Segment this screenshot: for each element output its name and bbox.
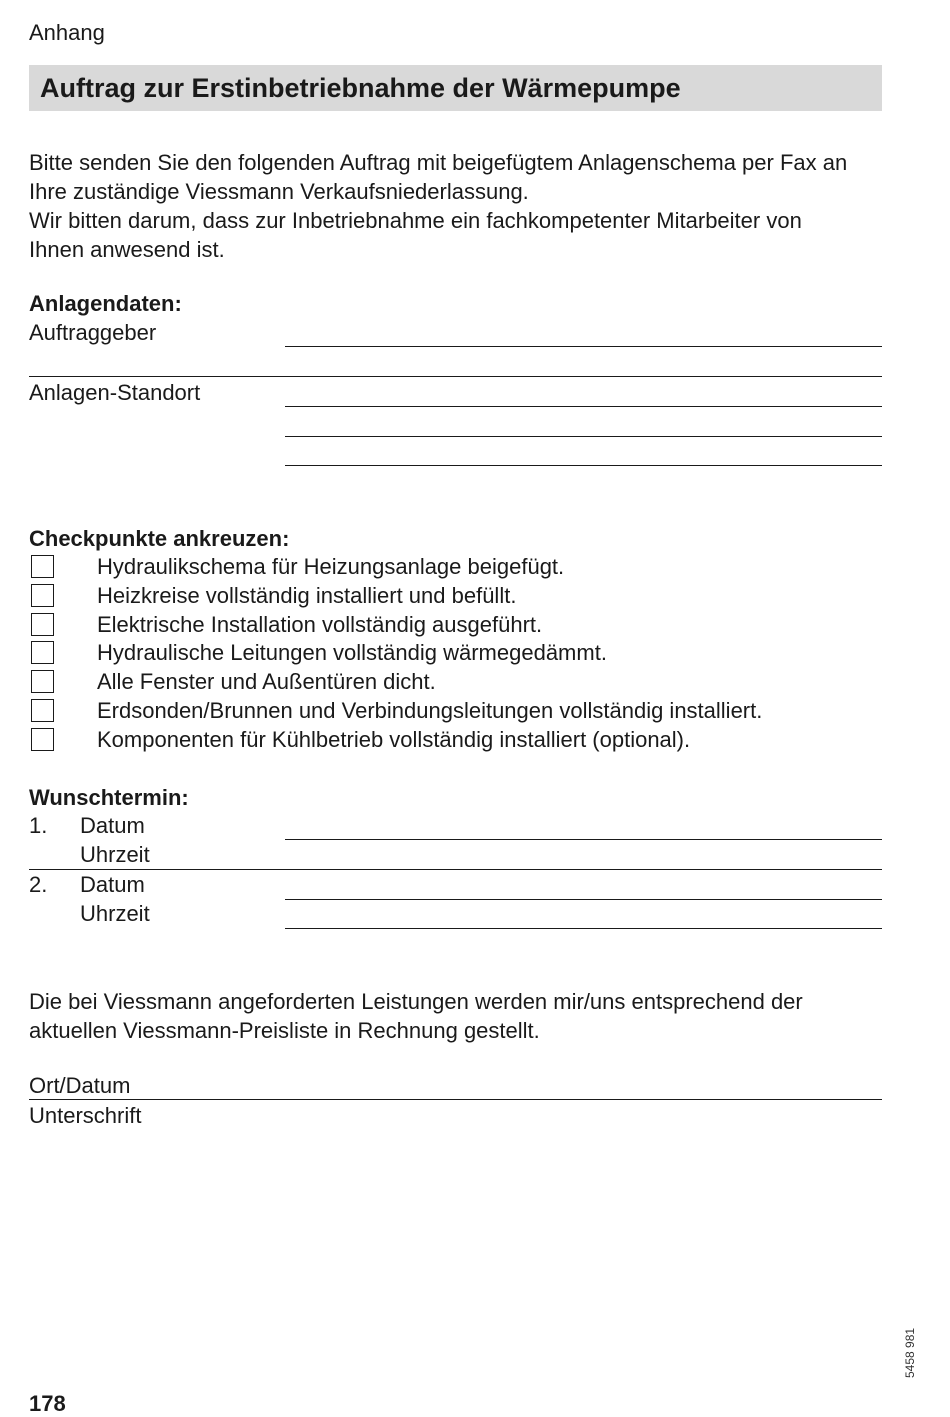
checklist-item-label: Heizkreise vollständig installiert und befüllt. — [97, 583, 517, 608]
page-title: Auftrag zur Erstinbetriebnahme der Wärmepumpe — [40, 73, 681, 103]
auftraggeber-input-line-2[interactable] — [29, 376, 882, 377]
termin-1-date-line[interactable] — [285, 839, 882, 840]
document-code: 5458 981 — [903, 1327, 917, 1378]
auftraggeber-input-line[interactable] — [285, 346, 882, 347]
termin-1-time-line[interactable] — [29, 869, 882, 870]
title-bar — [29, 65, 882, 111]
standort-input-line-2[interactable] — [285, 436, 882, 437]
checkbox[interactable] — [31, 699, 54, 722]
section-label: Anhang — [29, 20, 105, 45]
standort-label: Anlagen-Standort — [29, 380, 201, 405]
checkbox[interactable] — [31, 613, 54, 636]
standort-input-line-1[interactable] — [285, 406, 882, 407]
closing-line-2: aktuellen Viessmann-Preisliste in Rechnung gestellt. — [29, 1018, 540, 1043]
checkbox[interactable] — [31, 584, 54, 607]
checklist-item-label: Hydraulische Leitungen vollständig wärmegedämmt. — [97, 640, 607, 665]
standort-input-line-3[interactable] — [285, 465, 882, 466]
checkbox[interactable] — [31, 555, 54, 578]
wunschtermin-heading: Wunschtermin: — [29, 785, 189, 810]
auftraggeber-label: Auftraggeber — [29, 320, 157, 345]
termin-2-number: 2. — [29, 872, 48, 897]
checklist-item-label: Komponenten für Kühlbetrieb vollständig installiert (optional). — [97, 727, 691, 752]
intro-line-4: Ihnen anwesend ist. — [29, 237, 225, 262]
termin-1-time-label: Uhrzeit — [80, 842, 150, 867]
closing-paragraph — [29, 987, 889, 1045]
page-number: 178 — [29, 1391, 66, 1416]
termin-2-date-label: Datum — [80, 872, 145, 897]
checkpunkte-heading: Checkpunkte ankreuzen: — [29, 526, 290, 551]
termin-1-date-label: Datum — [80, 813, 145, 838]
closing-line-1: Die bei Viessmann angeforderten Leistungen werden mir/uns entsprechend der — [29, 989, 803, 1014]
intro-line-3: Wir bitten darum, dass zur Inbetriebnahme ein fachkompetenter Mitarbeiter von — [29, 208, 802, 233]
checkbox[interactable] — [31, 670, 54, 693]
ort-datum-label: Ort/Datum — [29, 1073, 131, 1098]
termin-2-date-line[interactable] — [285, 899, 882, 900]
termin-2-time-line[interactable] — [285, 928, 882, 929]
anlagendaten-heading: Anlagendaten: — [29, 291, 182, 316]
intro-line-1: Bitte senden Sie den folgenden Auftrag mit beigefügtem Anlagenschema per Fax an — [29, 150, 848, 175]
termin-1-number: 1. — [29, 813, 48, 838]
checklist-item-label: Elektrische Installation vollständig ausgeführt. — [97, 612, 543, 637]
checklist-item-label: Alle Fenster und Außentüren dicht. — [97, 669, 436, 694]
unterschrift-label: Unterschrift — [29, 1103, 142, 1128]
ort-datum-line[interactable] — [29, 1099, 882, 1100]
intro-paragraph — [29, 148, 889, 264]
checkbox[interactable] — [31, 728, 54, 751]
checklist-item-label: Erdsonden/Brunnen und Verbindungsleitungen vollständig installiert. — [97, 698, 763, 723]
checklist-item-label: Hydraulikschema für Heizungsanlage beigefügt. — [97, 554, 565, 579]
checkbox[interactable] — [31, 641, 54, 664]
termin-2-time-label: Uhrzeit — [80, 901, 150, 926]
intro-line-2: Ihre zuständige Viessmann Verkaufsniederlassung. — [29, 179, 529, 204]
